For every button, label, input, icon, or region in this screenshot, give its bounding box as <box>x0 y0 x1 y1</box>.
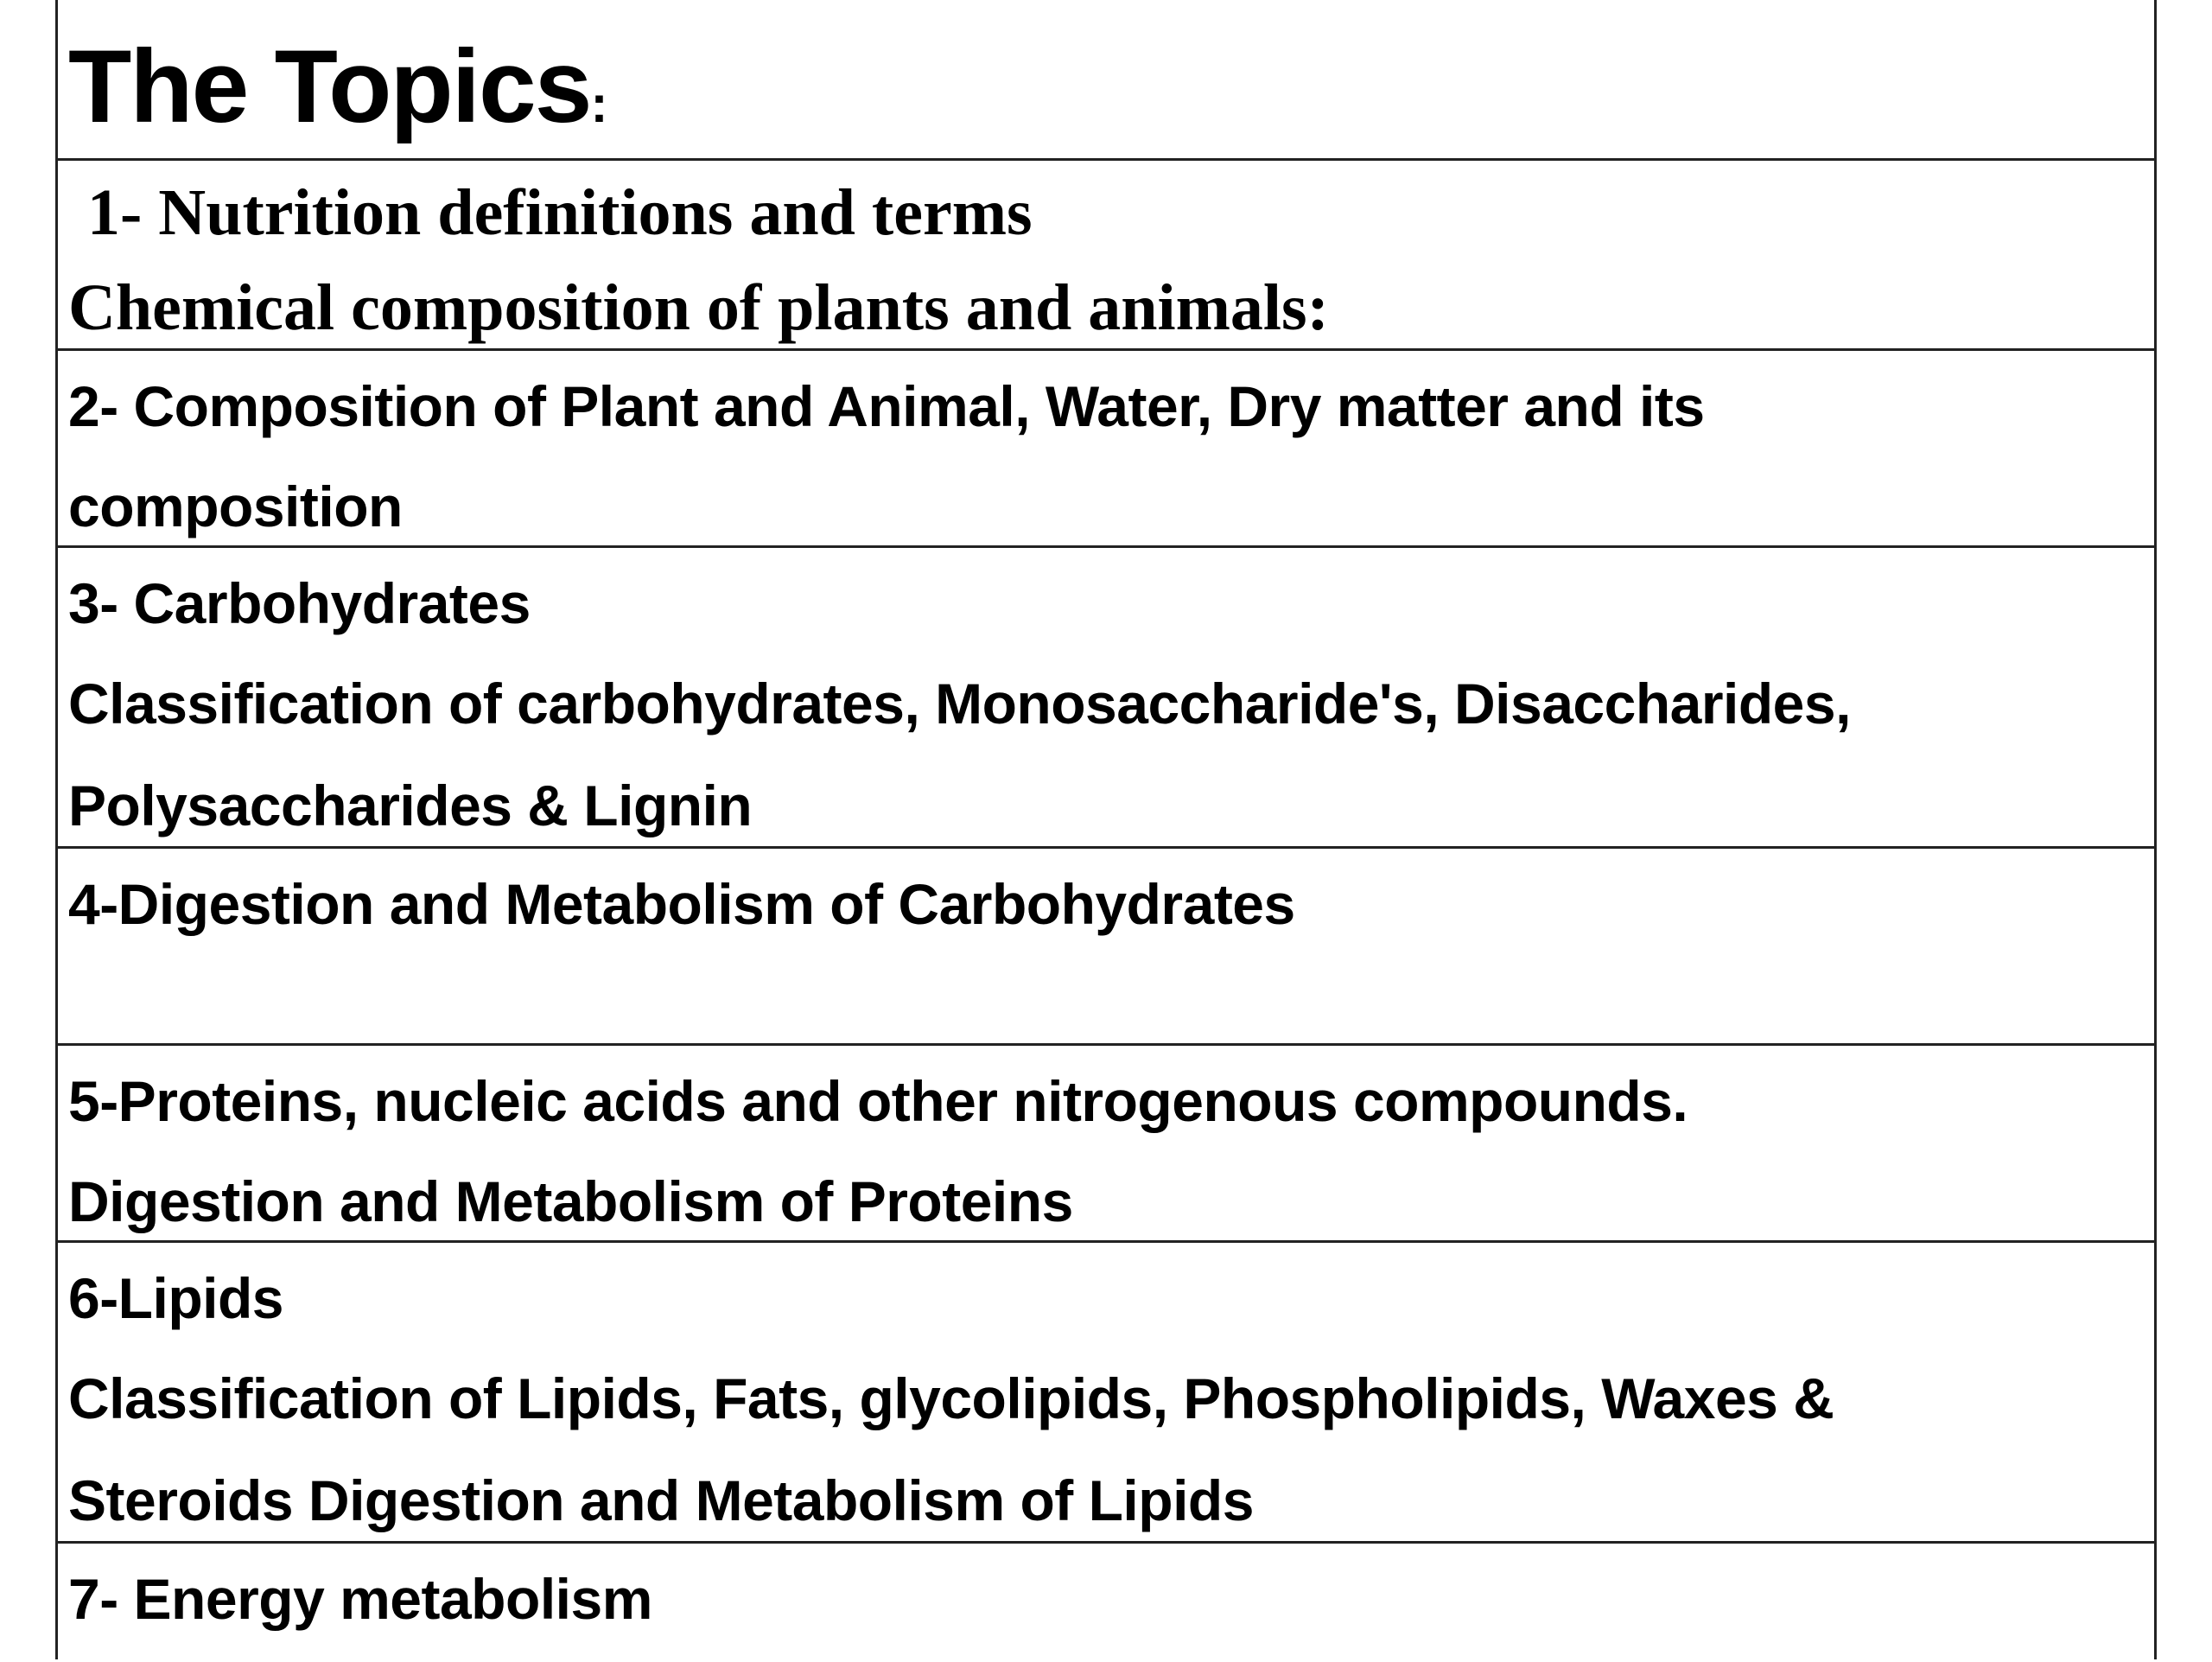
title-colon: : <box>590 75 608 133</box>
topic-row-7 <box>58 1541 2154 1662</box>
topic-3-line-1: 3- Carbohydrates <box>68 571 531 635</box>
topic-7-line-1: 7- Energy metabolism <box>68 1567 652 1631</box>
topic-2-line-2: composition <box>68 474 403 538</box>
topic-row-4 <box>58 846 2154 1045</box>
topic-5-line-2: Digestion and Metabolism of Proteins <box>68 1169 1073 1233</box>
topic-3-line-3: Polysaccharides & Lignin <box>68 774 753 837</box>
topic-row-6 <box>58 1240 2154 1543</box>
topic-1-line-1: 1- Nutrition definitions and terms <box>87 176 1033 249</box>
topic-3-line-2: Classification of carbohydrates, Monosaccharide's, Disaccharides, <box>68 672 1851 735</box>
topic-row-3 <box>58 545 2154 848</box>
topic-6-line-1: 6-Lipids <box>68 1266 284 1330</box>
topic-row-2 <box>58 348 2154 547</box>
topic-row-1 <box>58 158 2154 350</box>
title-text: The Topics <box>68 29 591 144</box>
topic-row-5 <box>58 1043 2154 1242</box>
topic-5-line-1: 5-Proteins, nucleic acids and other nitrogenous compounds. <box>68 1069 1688 1133</box>
page-title <box>68 26 607 160</box>
topic-6-line-2: Classification of Lipids, Fats, glycolipids, Phospholipids, Waxes & <box>68 1366 1834 1430</box>
topic-4-line-1: 4-Digestion and Metabolism of Carbohydrates <box>68 872 1295 936</box>
topic-1-line-2: Chemical composition of plants and animals: <box>68 271 1329 344</box>
title-row <box>58 0 2154 160</box>
topics-table <box>55 0 2157 1659</box>
topic-6-line-3: Steroids Digestion and Metabolism of Lipids <box>68 1468 1254 1532</box>
topic-2-line-1: 2- Composition of Plant and Animal, Water, Dry matter and its <box>68 374 1705 438</box>
